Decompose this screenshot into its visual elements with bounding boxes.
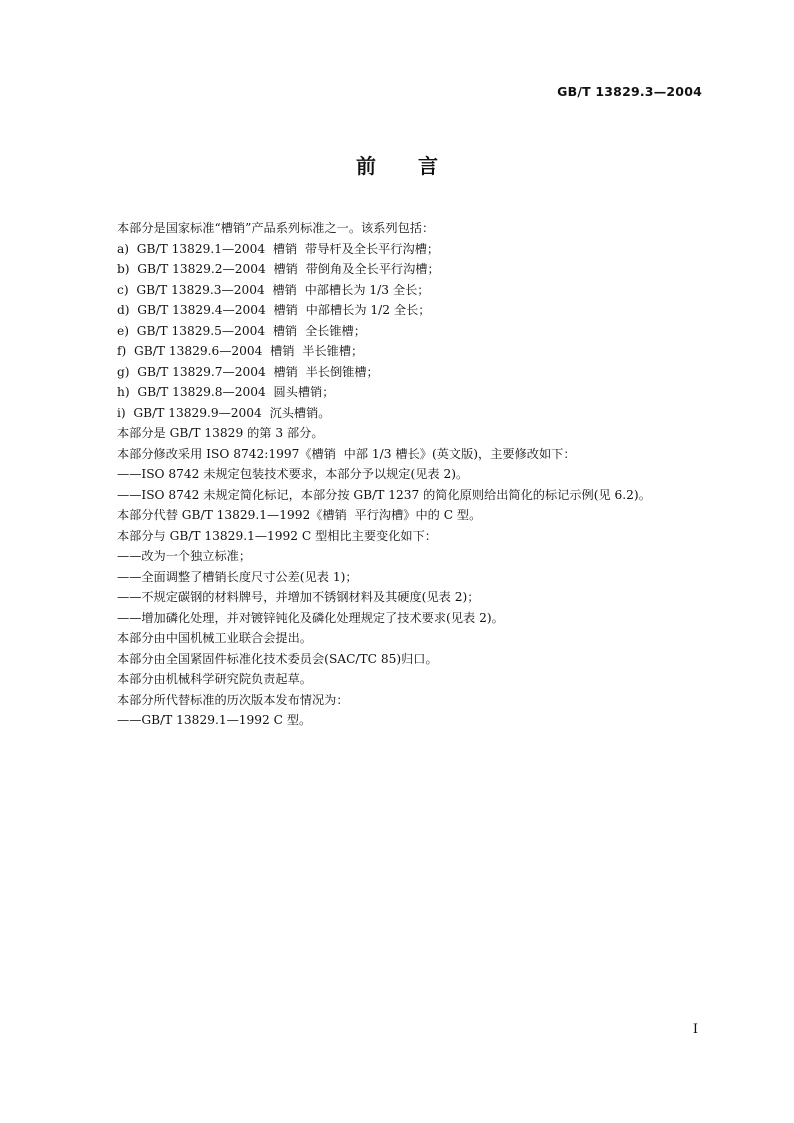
- dash-item: ——GB/T 13829.1—1992 C 型。: [117, 713, 312, 727]
- dash-item: ——ISO 8742 未规定包装技术要求，本部分予以规定(见表 2)。: [117, 467, 469, 481]
- paragraph: 本部分修改采用 ISO 8742:1997《槽销 中部 1/3 槽长》(英文版)，主要修改如下：: [117, 446, 576, 461]
- list-item: c) GB/T 13829.3—2004 槽销 中部槽长为 1/3 全长；: [117, 282, 430, 297]
- list-item: b) GB/T 13829.2—2004 槽销 带倒角及全长平行沟槽；: [117, 262, 440, 276]
- paragraph: 本部分由机械科学研究院负责起草。: [117, 672, 312, 686]
- dash-item: ——改为一个独立标准；: [117, 549, 252, 563]
- list-item: g) GB/T 13829.7—2004 槽销 半长倒锥槽；: [117, 364, 379, 379]
- paragraph: 本部分所代替标准的历次版本发布情况为：: [117, 692, 349, 707]
- paragraph: 本部分与 GB/T 13829.1—1992 C 型相比主要变化如下：: [117, 528, 437, 543]
- foreword-body: [117, 218, 717, 731]
- list-item: f) GB/T 13829.6—2004 槽销 半长锥槽；: [117, 344, 364, 358]
- page-title: 前言: [356, 154, 480, 178]
- dash-item: ——不规定碳钢的材料牌号，并增加不锈钢材料及其硬度(见表 2)；: [117, 590, 480, 604]
- list-item: a) GB/T 13829.1—2004 槽销 带导杆及全长平行沟槽；: [117, 241, 440, 256]
- list-item: e) GB/T 13829.5—2004 槽销 全长锥槽；: [117, 323, 366, 338]
- dash-item: ——全面调整了槽销长度尺寸公差(见表 1)；: [117, 569, 358, 584]
- list-item: i) GB/T 13829.9—2004 沉头槽销。: [117, 405, 331, 420]
- paragraph: 本部分由全国紧固件标准化技术委员会(SAC/TC 85)归口。: [117, 651, 438, 666]
- paragraph: 本部分由中国机械工业联合会提出。: [117, 631, 312, 645]
- paragraph: 本部分代替 GB/T 13829.1—1992《槽销 平行沟槽》中的 C 型。: [117, 508, 482, 522]
- paragraph: 本部分是国家标准“槽销”产品系列标准之一。该系列包括：: [117, 221, 435, 235]
- dash-item: ——增加磷化处理，并对镀锌钝化及磷化处理规定了技术要求(见表 2)。: [117, 610, 504, 625]
- list-item: h) GB/T 13829.8—2004 圆头槽销；: [117, 385, 335, 399]
- paragraph: 本部分是 GB/T 13829 的第 3 部分。: [117, 426, 324, 440]
- list-item: d) GB/T 13829.4—2004 槽销 中部槽长为 1/2 全长；: [117, 303, 431, 317]
- page-number: I: [692, 1022, 698, 1037]
- standard-number: GB/T 13829.3—2004: [557, 84, 702, 99]
- dash-item: ——ISO 8742 未规定简化标记，本部分按 GB/T 1237 的简化原则给出简化的标记示例(见 6.2)。: [117, 487, 651, 502]
